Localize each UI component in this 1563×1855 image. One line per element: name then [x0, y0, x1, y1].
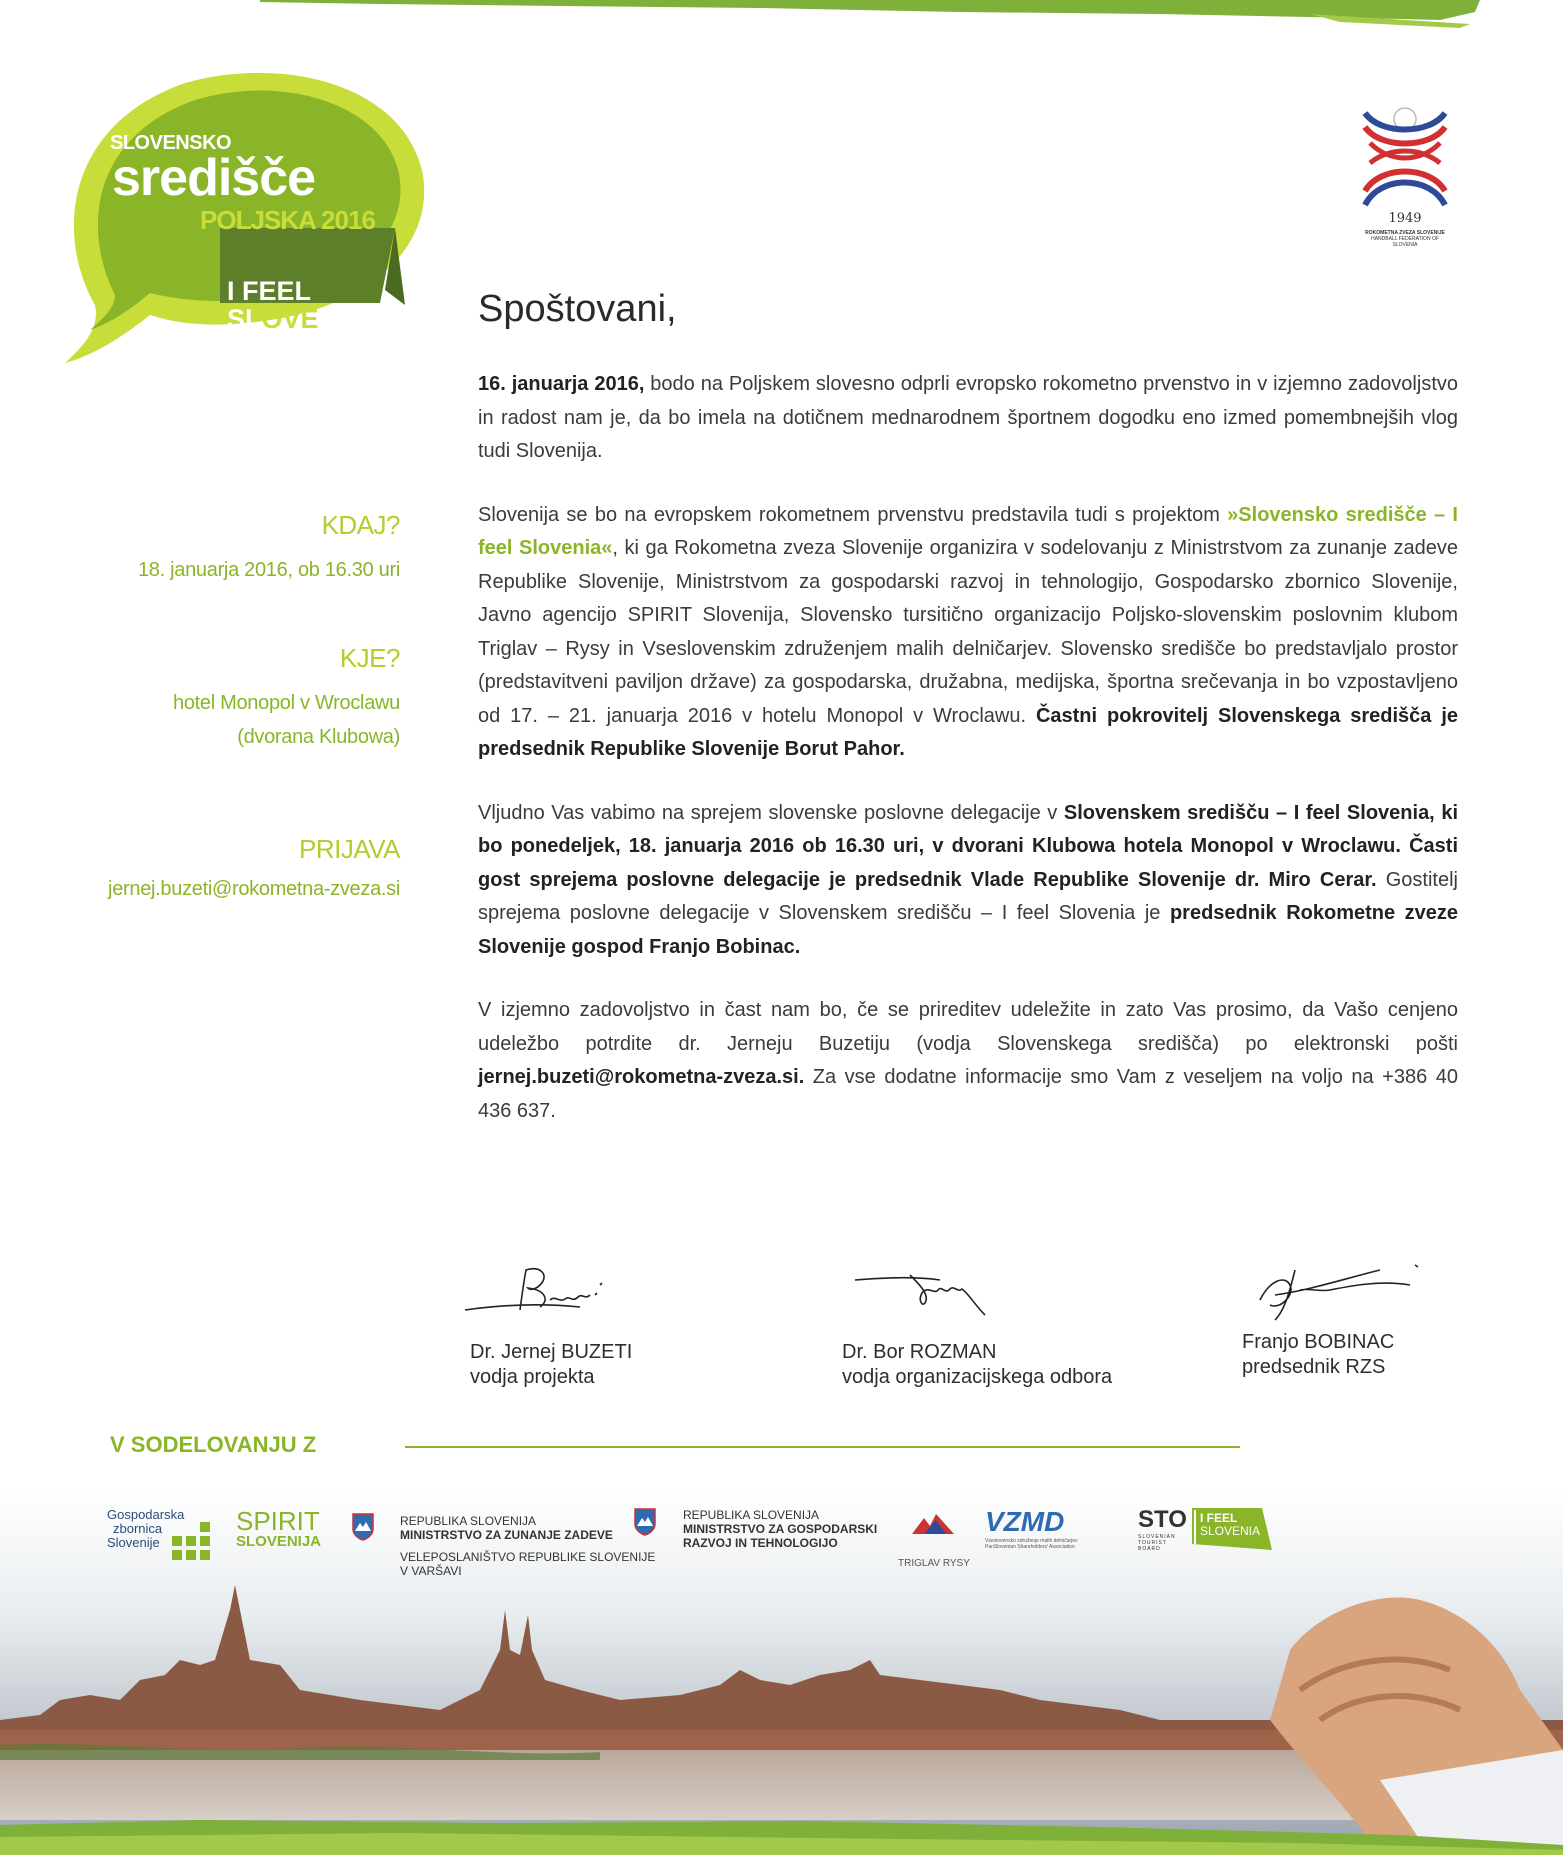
mgrt-line-1: REPUBLIKA SLOVENIJA [683, 1508, 820, 1522]
where-line-1: hotel Monopol v Wroclawu [173, 692, 400, 714]
mzz-line-3: VELEPOSLANIŠTVO REPUBLIKE SLOVENIJE [400, 1550, 656, 1564]
badge-ifeel: I FEEL [1200, 1511, 1238, 1525]
gzs-line-1: Gospodarska [107, 1507, 185, 1522]
logo-slovensko-text: SLOVENSKO [110, 132, 232, 154]
partner-mzz [400, 1514, 655, 1578]
signature-buzeti [460, 1255, 660, 1335]
when-heading: KDAJ? [321, 510, 400, 540]
federation-caption-2: HANDBALL FEDERATION OF SLOVENIA [1371, 236, 1439, 248]
mgrt-line-3: RAZVOJ IN TEHNOLOGIJO [683, 1536, 838, 1550]
logo-slovenia-text: SLOVENIA [227, 304, 366, 334]
partner-sto: STO [1138, 1506, 1187, 1533]
signature-bobinac [1240, 1250, 1440, 1330]
paragraph-4: V izjemno zadovoljstvo in čast nam bo, če se prireditev udeležite in zato Vas prosimo, da Vašo cenjeno udeležbo potrdite dr. Jerneju Buzetiju (vodja Slovenskega središča) po elektronski pošti jernej.buzeti@rokometna-zveza.si. Za vse dodatne informacije smo Vam z veseljem na voljo na +386 40 436 637. [478, 999, 1458, 1122]
partner-sto-sub: SLOVENIAN TOURIST BOARD [1138, 1534, 1176, 1552]
when-text: 18. januarja 2016, ob 16.30 uri [137, 559, 400, 581]
paragraph-1: 16. januarja 2016, bodo na Poljskem slovesno odprli evropsko rokometno prvenstvo in v izjemno zadovoljstvo in radost nam je, da bo imela na dotičnem mednarodnem športnem dogodku eno izmed pomembnejših vlog tudi Slovenija. [478, 373, 1458, 462]
signatory-3-role: predsednik RZS [1242, 1356, 1386, 1378]
signatory-2-role: vodja organizacijskega odbora [842, 1366, 1113, 1388]
top-brush-stroke [260, 0, 1480, 30]
partner-triglav: TRIGLAV RYSY [898, 1558, 970, 1569]
logo-sredisce-text: središče [112, 149, 316, 207]
federation-emblem-icon [1360, 105, 1450, 225]
mzz-line-2: MINISTRSTVO ZA ZUNANJE ZADEVE [400, 1528, 613, 1542]
slovenia-coat-of-arms-icon [352, 1513, 374, 1541]
letter-body [478, 368, 1458, 1158]
partner-vzmd: VZMD [985, 1506, 1065, 1537]
gzs-line-2: zbornica [113, 1521, 163, 1536]
mgrt-line-2: MINISTRSTVO ZA GOSPODARSKI [683, 1522, 878, 1536]
signatory-2-name: Dr. Bor ROZMAN [842, 1341, 997, 1363]
badge-slovenia: SLOVENIA [1200, 1524, 1261, 1538]
bottom-brush-stroke [0, 1815, 1563, 1855]
register-heading: PRIJAVA [298, 834, 400, 864]
partner-vzmd-sub [985, 1538, 1105, 1550]
mzz-line-4: V VARŠAVI [400, 1564, 462, 1578]
gzs-grid-icon [172, 1522, 210, 1560]
where-heading: KJE? [339, 643, 400, 673]
mzz-line-1: REPUBLIKA SLOVENIJA [400, 1514, 537, 1528]
vzmd-sub-line-2: PanSlovenian Shareholders' Association [985, 1544, 1075, 1550]
greeting: Spoštovani, [478, 288, 677, 330]
signatory-3-name: Franjo BOBINAC [1242, 1331, 1395, 1353]
federation-year: 1949 [1388, 211, 1422, 225]
partner-spirit-sub: SLOVENIJA [236, 1533, 322, 1550]
paragraph-3: Vljudno Vas vabimo na sprejem slovenske poslovne delegacije v Slovenskem središču – I feel Slovenia, ki bo ponedeljek, 18. januarja 2016 ob 16.30 uri, v dvorani Klubowa hotela Monopol v Wroclawu. Časti gost sprejema poslovne delegacije je predsednik Vlade Republike Slovenije dr. Miro Cerar. Gostitelj sprejema poslovne delegacije v Slovenskem središču – I feel Slovenia je predsednik Rokometne zveze Slovenije gospod Franjo Bobinac. [478, 801, 1459, 958]
signatory-3 [1242, 1330, 1394, 1380]
triglav-mountain-icon [912, 1512, 954, 1534]
slovenia-coat-of-arms-icon-2 [634, 1508, 656, 1536]
register-email[interactable]: jernej.buzeti@rokometna-zveza.si [108, 878, 400, 900]
logo-poljska-text: POLJSKA 2016 [200, 205, 375, 235]
partners-heading: V SODELOVANJU Z [110, 1432, 317, 1457]
contact-email-link[interactable]: jernej.buzeti@rokometna-zveza.si. [478, 1066, 805, 1088]
partner-spirit: SPIRIT [236, 1506, 320, 1536]
partners-divider [405, 1446, 1240, 1448]
paragraph-2: Slovenija se bo na evropskem rokometnem prvenstvu predstavila tudi s projektom »Slovensko središče – I feel Slovenia«, ki ga Rokometna zveza Slovenije organizira v sodelovanju z Ministrstvom za zunanje zadeve Republike Slovenije, Ministrstvom za gospodarski razvoj in tehnologijo, Gospodarsko zbornico Slovenije, Javno agencijo SPIRIT Slovenija, Slovensko tursitično organizacijo Poljsko-slovenskim poslovnim klubom Triglav – Rysy in Vseslovenskim združenjem malih delničarjev. Slovensko središče bo predstavljalo prostor (predstavitveni paviljon države) za gospodarska, družabna, medijska, športna srečevanja in bo vzpostavljeno od 17. – 21. januarja 2016 v hotelu Monopol v Wroclawu. Častni pokrovitelj Slovenskega središča je predsednik Republike Slovenije Borut Pahor. [478, 503, 1459, 760]
gzs-line-3: Slovenije [107, 1535, 160, 1550]
partner-mgrt [683, 1508, 877, 1550]
vzmd-sub-line-1: Vseslovensko združenje malih delničarjev [985, 1538, 1078, 1544]
handball-federation-logo [1360, 105, 1450, 255]
signatory-1-name: Dr. Jernej BUZETI [470, 1341, 633, 1363]
signatory-2 [842, 1340, 1112, 1390]
federation-caption-1: ROKOMETNA ZVEZA SLOVENIJE [1365, 230, 1445, 236]
signatory-1-role: vodja projekta [470, 1366, 595, 1388]
where-line-2: (dvorana Klubowa) [237, 726, 400, 748]
signatory-1 [470, 1340, 632, 1390]
logo-ifeel-text: I FEEL [227, 276, 312, 306]
signature-rozman [850, 1255, 1050, 1335]
